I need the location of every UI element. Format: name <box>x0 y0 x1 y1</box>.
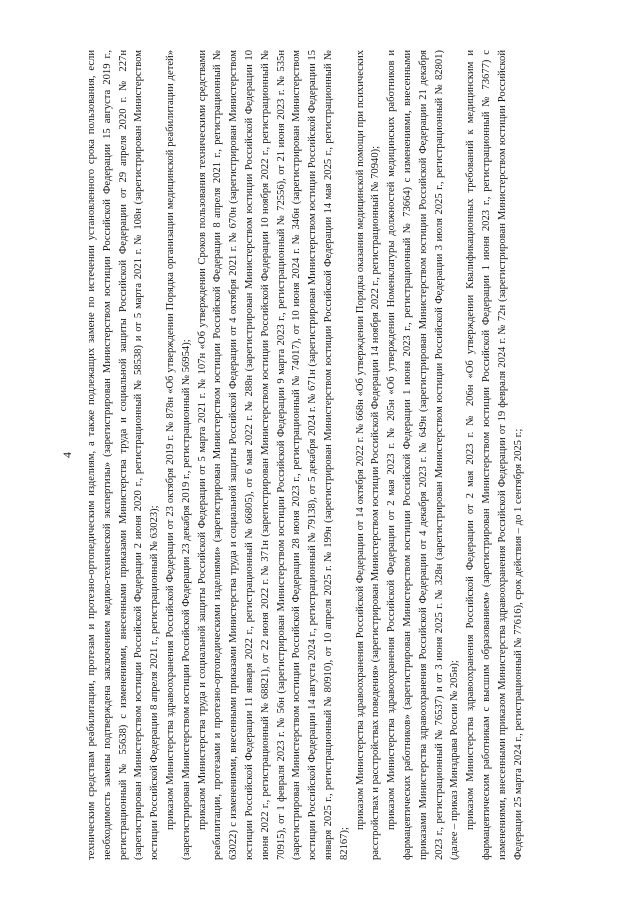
paragraph-list <box>84 50 526 860</box>
paragraph: приказом Министерства здравоохранения Российской Федерации от 14 октября 2022 г. № 668н «Об утверждении Порядка оказания медицинской помощи при психических расстройствах и расстройствах поведения» (зарегистрирован Министерством юстиции Российской Федерации 14 ноября 2022 г., регистрационный № 70940); <box>354 50 382 860</box>
page-number: 4 <box>60 452 74 458</box>
paragraph: приказом Министерства здравоохранения Российской Федерации от 2 мая 2023 г. № 205н «Об утверждении Номенклатуры должностей медицинских работников и фармацевтических работников» (зарегистрирован Министерством юстиции Российской Федерации 1 июня 2023 г., регистрационный № 73664) с изменениями, внесенными приказами Министерства здравоохранения Российской Федерации от 4 декабря 2023 г. № 649н (зарегистрирован Министерством юстиции Российской Федерации 21 декабря 2023 г., регистрационный № 76537) и от 3 июня 2025 г. № 328н (зарегистрирован Министерством юстиции Российской Федерации 3 июля 2025 г., регистрационный № 82801) (далее – приказ Минздрава России № 205н); <box>386 50 461 860</box>
paragraph: техническим средствам реабилитации, протезам и протезно-ортопедическим изделиям, а также подлежащих замене по истечении установленного срока пользования, если необходимость замены подтверждена заключением медико-технической экспертизы» (зарегистрирован Министерством юстиции Российской Федерации 15 августа 2019 г., регистрационный № 55638) с изменениями, внесенными приказами Министерства труда и социальной защиты Российской Федерации от 29 апреля 2020 г. № 227н (зарегистрирован Министерством юстиции Российской Федерации 2 июня 2020 г., регистрационный № 58538) и от 5 марта 2021 г. № 108н (зарегистрирован Министерством юстиции Российской Федерации 8 апреля 2021 г., регистрационный № 63023); <box>86 50 161 860</box>
rotated-text-block <box>60 50 580 860</box>
paragraph: приказом Министерства здравоохранения Российской Федерации от 2 мая 2023 г. № 206н «Об утверждении Квалификационных требований к медицинским и фармацевтическим работникам с высшим образованием» (зарегистрирован Министерством юстиции Российской Федерации 1 июня 2023 г., регистрационный № 73677) с изменениями, внесенными приказом Министерства здравоохранения Российской Федерации от 19 февраля 2024 г. № 72н (зарегистрирован Министерством юстиции Российской Федерации 25 марта 2024 г., регистрационный № 77616), срок действия – до 1 сентября 2025 г.; <box>465 50 524 860</box>
paragraph: приказом Министерства здравоохранения Российской Федерации от 23 октября 2019 г. № 878н «Об утверждении Порядка организации медицинской реабилитации детей» (зарегистрирован Министерством юстиции Российской Федерации 23 декабря 2019 г., регистрационный № 56954); <box>164 50 192 860</box>
paragraph: приказом Министерства труда и социальной защиты Российской Федерации от 5 марта 2021 г. № 107н «Об утверждении Сроков пользования техническими средствами реабилитации, протезами и протезно-ортопедическими изделиями» (зарегистрирован Министерством юстиции Российской Федерации 8 апреля 2021 г., регистрационный № 63022) с изменениями, внесенными приказами Министерства труда и социальной защиты Российской Федерации от 4 октября 2021 г. № 670н (зарегистрирован Министерством юстиции Российской Федерации 11 января 2022 г., регистрационный № 66805), от 6 мая 2022 г. № 288н (зарегистрирован Министерством юстиции Российской Федерации 10 июня 2022 г., регистрационный № 68821), от 22 июня 2022 г. № 371н (зарегистрирован Министерством юстиции Российской Федерации 10 ноября 2022 г., регистрационный № 70915), от 1 февраля 2023 г. № 56н (зарегистрирован Министерством юстиции Российской Федерации 9 марта 2023 г., регистрационный № 72556), от 21 июня 2023 г. № 535н (зарегистрирован Министерством юстиции Российской Федерации 28 июня 2023 г., регистрационный № 74017), от 10 июня 2024 г. № 346н (зарегистрирован Министерством юстиции Российской Федерации 14 августа 2024 г., регистрационный № 79138), от 5 декабря 2024 г. № 671н (зарегистрирован Министерством юстиции Российской Федерации 15 января 2025 г., регистрационный № 80910), от 10 апреля 2025 г. № 199н (зарегистрирован Министерством юстиции Российской Федерации 14 мая 2025 г., регистрационный № 82167); <box>196 50 350 860</box>
